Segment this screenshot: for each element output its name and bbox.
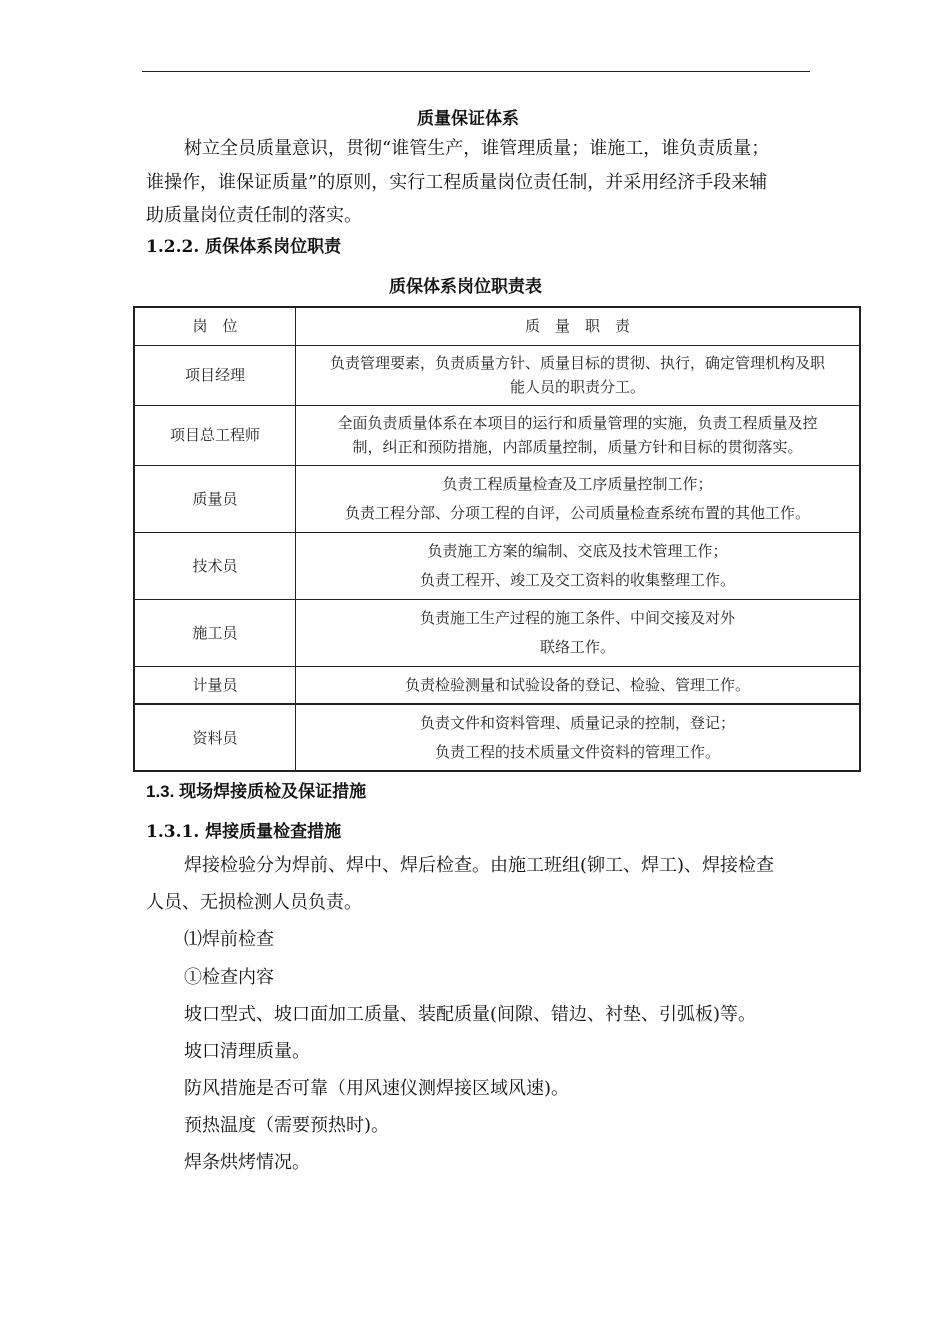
position-cell: 计量员	[134, 666, 296, 704]
duty-line: 负责施工方案的编制、交底及技术管理工作；	[427, 541, 728, 560]
header-duty: 质 量 职 责	[296, 307, 861, 345]
duty-cell	[296, 666, 861, 704]
position-cell: 资料员	[134, 704, 296, 771]
duty-line: 能人员的职责分工。	[509, 378, 645, 396]
header-position: 岗 位	[134, 307, 296, 345]
body-line-1: 焊接检验分为焊前、焊中、焊后检查。由施工班组(铆工、焊工)、焊接检查	[184, 855, 775, 876]
table-row	[134, 532, 860, 599]
duty-line: 负责工程分部、分项工程的自评，公司质量检查系统布置的其他工作。	[344, 503, 810, 522]
heading-1-3-1: 1.3.1. 焊接质量检查措施	[146, 822, 342, 842]
intro-line-3: 助质量岗位责任制的落实。	[146, 205, 362, 226]
duty-line: 负责管理要素，负责质量方针、质量目标的贯彻、执行，确定管理机构及职	[329, 354, 825, 372]
body-line-3: ⑴焊前检查	[184, 929, 274, 950]
section-title: 质量保证体系	[417, 109, 519, 129]
duty-cell	[296, 465, 861, 532]
body-line-6: 坡口清理质量。	[184, 1041, 310, 1062]
duty-line: 负责工程质量检查及工序质量控制工作；	[442, 474, 713, 493]
body-line-4: ①检查内容	[184, 967, 274, 988]
table-row	[134, 345, 860, 405]
duty-table	[133, 306, 861, 772]
body-line-7: 防风措施是否可靠（用风速仪测焊接区域风速)。	[184, 1078, 570, 1099]
duty-line: 联络工作。	[539, 637, 615, 656]
heading-1-3: 1.3. 现场焊接质检及保证措施	[146, 782, 367, 801]
body-line-9: 焊条烘烤情况。	[184, 1152, 310, 1173]
duty-line: 负责工程的技术质量文件资料的管理工作。	[434, 742, 720, 761]
position-cell: 项目总工程师	[134, 405, 296, 465]
intro-line-1: 树立全员质量意识，贯彻“谁管生产，谁管理质量；谁施工，谁负责质量；	[184, 138, 770, 159]
duty-line: 制，纠正和预防措施，内部质量控制，质量方针和目标的贯彻落实。	[352, 438, 803, 456]
duty-cell	[296, 532, 861, 599]
table-row	[134, 666, 860, 704]
position-cell: 质量员	[134, 465, 296, 532]
heading-1-2-2: 1.2.2. 质保体系岗位职责	[146, 237, 342, 257]
duty-cell	[296, 345, 861, 405]
position-cell: 技术员	[134, 532, 296, 599]
table-row	[134, 704, 860, 771]
table-row	[134, 599, 860, 666]
duty-line: 负责文件和资料管理、质量记录的控制，登记；	[419, 713, 735, 732]
duty-line: 负责施工生产过程的施工条件、中间交接及对外	[419, 608, 735, 627]
position-cell: 施工员	[134, 599, 296, 666]
table-row	[134, 405, 860, 465]
duty-cell	[296, 405, 861, 465]
table-row	[134, 465, 860, 532]
duty-line: 全面负责质量体系在本项目的运行和质量管理的实施，负责工程质量及控	[337, 414, 818, 432]
duty-line: 负责检验测量和试验设备的登记、检验、管理工作。	[404, 675, 750, 694]
duty-cell	[296, 704, 861, 771]
intro-line-2: 谁操作，谁保证质量”的原则，实行工程质量岗位责任制，并采用经济手段来辅	[146, 172, 768, 193]
body-line-2: 人员、无损检测人员负责。	[146, 892, 362, 913]
header-rule	[142, 71, 810, 72]
body-line-8: 预热温度（需要预热时)。	[184, 1115, 390, 1136]
position-cell: 项目经理	[134, 345, 296, 405]
body-line-5: 坡口型式、坡口面加工质量、装配质量(间隙、错边、衬垫、引弧板)等。	[184, 1004, 757, 1025]
table-title: 质保体系岗位职责表	[389, 277, 542, 297]
duty-line: 负责工程开、竣工及交工资料的收集整理工作。	[419, 570, 735, 589]
duty-cell	[296, 599, 861, 666]
table-header-row	[134, 307, 860, 345]
